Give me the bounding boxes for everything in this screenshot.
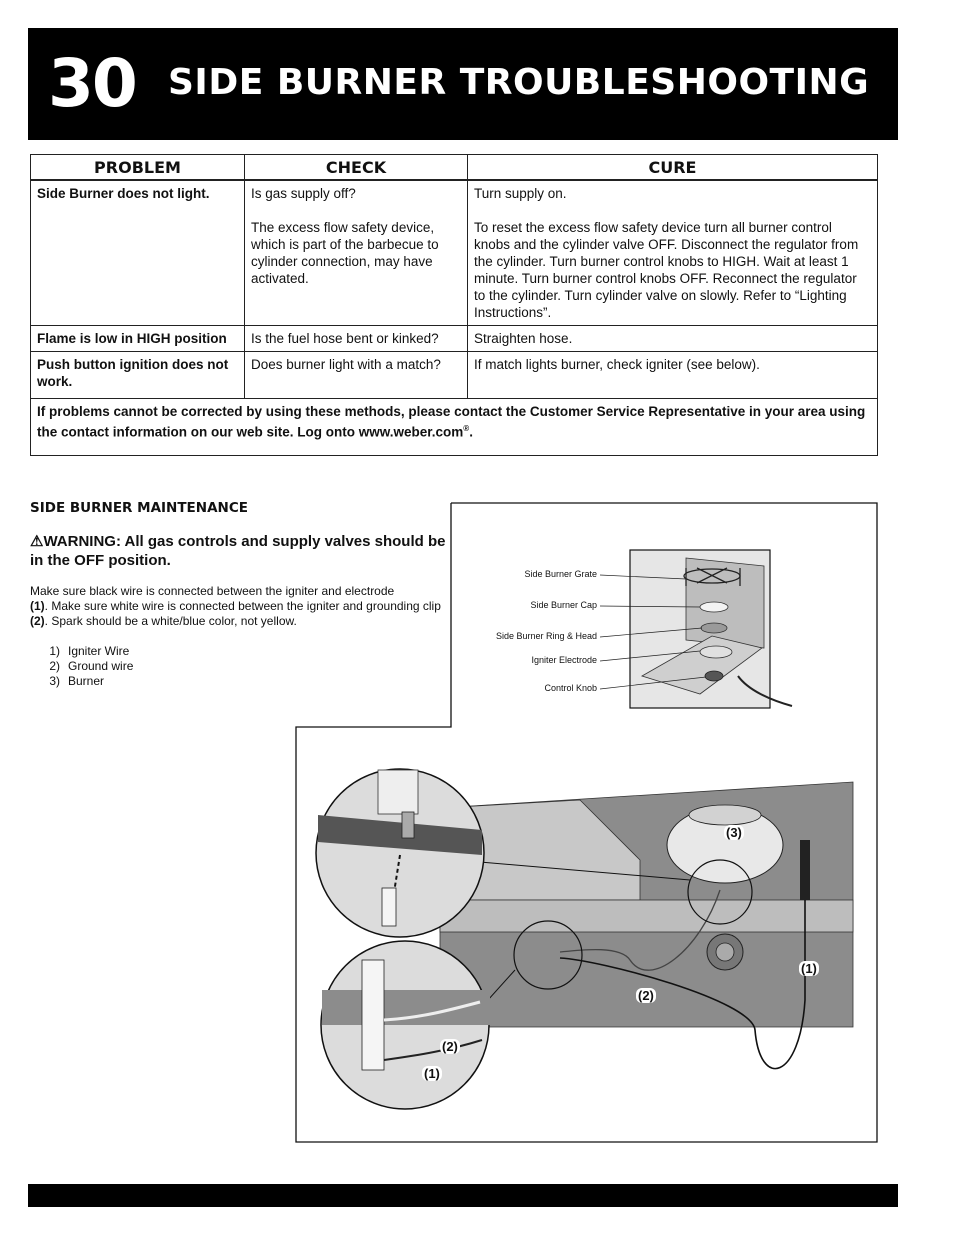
problem-cell: Side Burner does not light. [31, 180, 245, 326]
wire-terminal-icon [382, 888, 396, 926]
table-note: If problems cannot be corrected by using these methods, please contact the Customer Service Representative in your area using the contact information on our web site. Log onto www.weber.com®. [31, 399, 878, 456]
column-header-cure: CURE [468, 155, 878, 181]
page-footer-bar [28, 1184, 898, 1207]
burner-top [689, 805, 761, 825]
maintenance-heading: SIDE BURNER MAINTENANCE [30, 500, 248, 516]
label-ground-wire-2: (2) [638, 988, 654, 1003]
electrode-connector-icon [402, 812, 414, 838]
warning-icon: ⚠ [30, 533, 44, 550]
problem-cell: Push button ignition does not work. [31, 352, 245, 399]
cure-text: To reset the excess flow safety device turn all burner control knobs and the cylinder valve OFF. Disconnect the regulator from the cylinder. Turn burner control knobs to HIGH. Wait at least 1 minute. Turn burner control knobs OFF. Reconnect the regulator to the cylinder. Turn cylinder valve on slowly. Refer to “Lighting Instructions”. [474, 220, 859, 320]
column-header-problem: PROBLEM [31, 155, 245, 181]
callout-cap: Side Burner Cap [530, 600, 597, 610]
callout-control-knob: Control Knob [544, 683, 597, 693]
list-item: 2) Ground wire [49, 659, 134, 673]
column-header-check: CHECK [245, 155, 468, 181]
problem-cell: Flame is low in HIGH position [31, 326, 245, 352]
maintenance-instructions: Make sure black wire is connected between the igniter and electrode (1). Make sure white wire is connected between the igniter and grounding clip (2). Spark should be a white/blue color, not yellow. 1) Igniter Wire 2) Ground wire 3) Burner [30, 584, 445, 689]
burner-cap-icon [700, 602, 728, 612]
check-cell: Is the fuel hose bent or kinked? [245, 326, 468, 352]
label-igniter-wire-1: (1) [801, 961, 817, 976]
burner-lid [686, 558, 764, 648]
list-item: 3) Burner [49, 674, 105, 688]
callout-ring-head: Side Burner Ring & Head [495, 631, 597, 641]
page-number: 30 [48, 45, 136, 122]
callout-igniter-electrode: Igniter Electrode [531, 655, 597, 665]
page-title: SIDE BURNER TROUBLESHOOTING [168, 62, 870, 103]
control-knob-icon [705, 671, 723, 681]
electrode-icon [800, 840, 810, 900]
callout-grate: Side Burner Grate [524, 569, 597, 579]
burner-ring-icon [701, 623, 727, 633]
check-text: The excess flow safety device, which is part of the barbecue to cylinder connection, may have activated. [251, 220, 439, 286]
igniter-body-icon [362, 960, 384, 1070]
check-cell: Does burner light with a match? [245, 352, 468, 399]
label-detail-igniter-1: (1) [424, 1066, 440, 1081]
cure-text: Turn supply on. [474, 186, 567, 201]
check-text: Is gas supply off? [251, 186, 356, 201]
warning-text: ⚠WARNING: All gas controls and supply valves should be in the OFF position. [30, 533, 446, 569]
cure-cell: If match lights burner, check igniter (see below). [468, 352, 878, 399]
cure-cell: Straighten hose. [468, 326, 878, 352]
burner-head-icon [700, 646, 732, 658]
manifold-bar [440, 900, 853, 932]
label-burner-3: (3) [726, 825, 742, 840]
list-item: 1) Igniter Wire [49, 644, 130, 658]
label-detail-ground-2: (2) [442, 1039, 458, 1054]
